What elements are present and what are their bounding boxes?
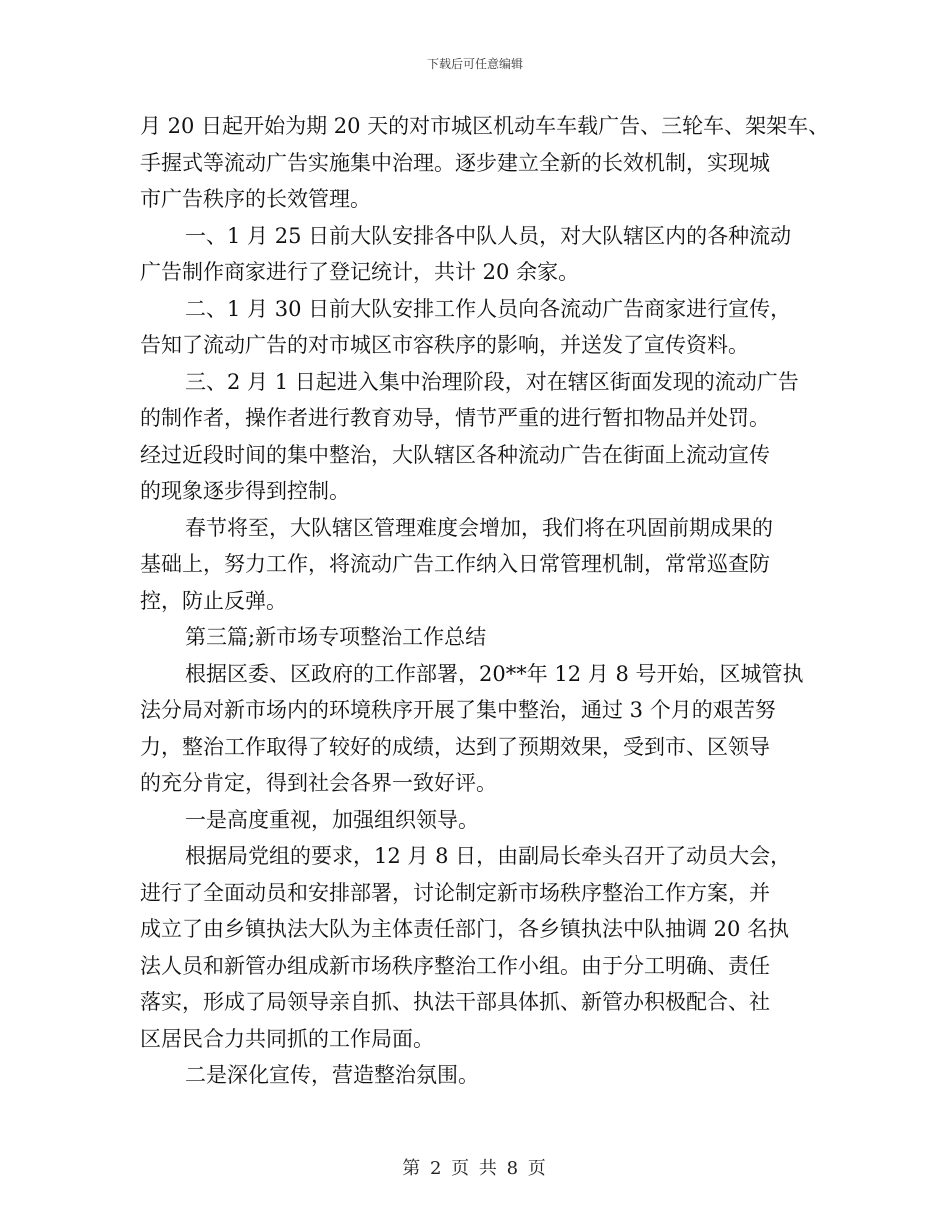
text-line: 的制作者，操作者进行教育劝导，情节严重的进行暂扣物品并处罚。 (140, 406, 770, 430)
text-line: 的充分肯定，得到社会各界一致好评。 (140, 771, 497, 795)
text-line: 法人员和新管办组成新市场秩序整治工作小组。由于分工明确、责任 (140, 953, 770, 978)
text-line: 一、1 月 25 日前大队安排各中队人员，对大队辖区内的各种流动 (185, 223, 792, 248)
text-line: 进行了全面动员和安排部署，讨论制定新市场秩序整治工作方案，并 (140, 880, 770, 905)
document-body (140, 108, 830, 1094)
text-line: 区居民合力共同抓的工作局面。 (140, 1026, 434, 1051)
page-header-note: 下载后可任意编辑 (426, 57, 523, 71)
text-line: 的现象逐步得到控制。 (140, 479, 350, 503)
text-line: 根据区委、区政府的工作部署，20**年 12 月 8 号开始，区城管执 (185, 661, 804, 686)
text-line: 经过近段时间的集中整治，大队辖区各种流动广告在街面上流动宣传 (140, 442, 770, 467)
text-line: 二、1 月 30 日前大队安排工作人员向各流动广告商家进行宣传， (185, 296, 792, 321)
page-footer: 第 2 页 共 8 页 (402, 1158, 548, 1179)
text-line: 落实，形成了局领导亲自抓、执法干部具体抓、新管办积极配合、社 (140, 990, 770, 1014)
text-line: 春节将至，大队辖区管理难度会增加，我们将在巩固前期成果的 (185, 515, 773, 540)
text-line: 法分局对新市场内的环境秩序开展了集中整治，通过 3 个月的艰苦努 (140, 698, 776, 722)
text-line: 根据局党组的要求，12 月 8 日，由副局长牵头召开了动员大会， (185, 844, 792, 868)
text-line: 手握式等流动广告实施集中治理。逐步建立全新的长效机制，实现城 (140, 150, 770, 175)
text-line: 第三篇;新市场专项整治工作总结 (185, 625, 487, 649)
text-line: 告知了流动广告的对市城区市容秩序的影响，并送发了宣传资料。 (140, 333, 749, 357)
text-line: 控，防止反弹。 (140, 588, 287, 613)
text-line: 力，整治工作取得了较好的成绩，达到了预期效果，受到市、区领导 (140, 734, 770, 759)
text-line: 广告制作商家进行了登记统计，共计 20 余家。 (140, 260, 580, 284)
text-line: 成立了由乡镇执法大队为主体责任部门，各乡镇执法中队抽调 20 名执 (140, 917, 790, 941)
text-line: 基础上，努力工作，将流动广告工作纳入日常管理机制，常常巡查防 (140, 552, 770, 576)
text-line: 月 20 日起开始为期 20 天的对市城区机动车车载广告、三轮车、架架车、 (140, 114, 830, 138)
text-line: 三、2 月 1 日起进入集中治理阶段，对在辖区街面发现的流动广告 (185, 369, 799, 394)
text-line: 二是深化宣传，营造整治氛围。 (185, 1063, 479, 1087)
text-line: 一是高度重视，加强组织领导。 (185, 807, 479, 832)
text-line: 市广告秩序的长效管理。 (140, 187, 371, 211)
